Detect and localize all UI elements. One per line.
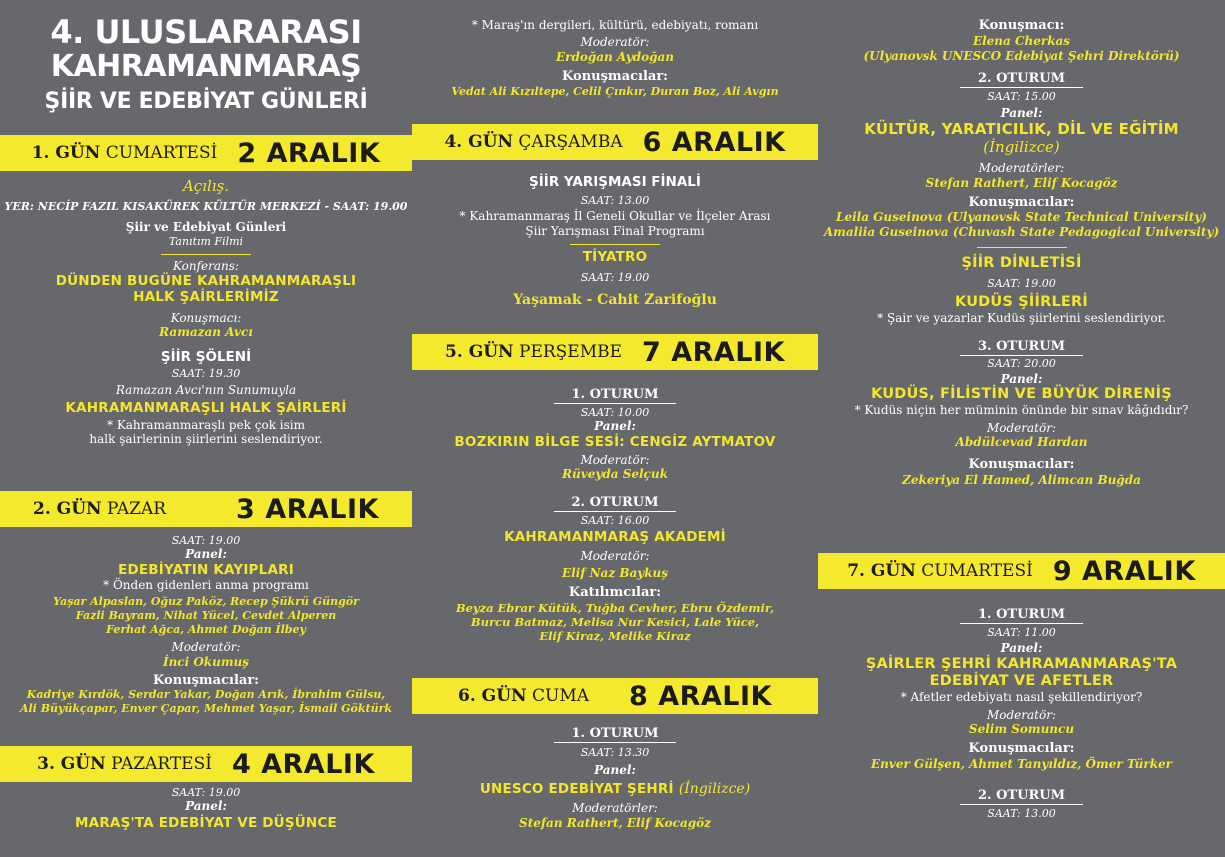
day5-session1-time: SAAT: 10.00 xyxy=(580,406,650,419)
day7-session1-time: SAAT: 11.00 xyxy=(987,626,1056,639)
theatre-time: SAAT: 19.00 xyxy=(580,271,650,285)
day2-date: 3 ARALIK xyxy=(236,493,379,525)
day2-note: * Önden gidenleri anma programı xyxy=(103,577,309,592)
day6-session2-mod: Stefan Rathert, Elif Kocagöz xyxy=(925,175,1118,190)
day6-session2-time: SAAT: 15.00 xyxy=(987,89,1056,103)
day6-session1-speaker-affiliation: (Ulyanovsk UNESCO Edebiyat Şehri Direktörü) xyxy=(863,48,1180,63)
title-line-1: 4. ULUSLARARASI xyxy=(50,13,362,51)
day1-content xyxy=(0,177,412,447)
day7-session1-label: 1. OTURUM xyxy=(960,607,1083,624)
day6-session1-title: UNESCO EDEBİYAT ŞEHRİ (İngilizce) xyxy=(479,780,751,797)
day2-label: 2. GÜN PAZAR xyxy=(33,499,167,519)
day3-content xyxy=(0,786,412,831)
day6-session3-speakers: Zekeriya El Hamed, Alimcan Buğda xyxy=(902,472,1141,487)
feast-subtitle: Ramazan Avcı'nın Sunumuyla xyxy=(115,383,297,398)
day6-session1-label: 1. OTURUM xyxy=(554,726,677,743)
day6-session3-panel-label: Panel: xyxy=(1000,371,1043,386)
day6-content-continued xyxy=(818,18,1225,488)
final-time: SAAT: 13.00 xyxy=(580,194,650,208)
day7-session2-time: SAAT: 13.00 xyxy=(987,806,1056,820)
day7-session1-title-2: EDEBİYAT VE AFETLER xyxy=(929,672,1114,689)
day4-banner xyxy=(412,124,818,160)
day6-session3-label: 3. OTURUM xyxy=(960,339,1083,356)
day6-session1-speaker-label: Konuşmacı: xyxy=(978,18,1065,33)
recital-note: * Şair ve yazarlar Kudüs şiirlerini seslendiriyor. xyxy=(877,311,1166,326)
day6-session3-note: * Kudüs niçin her müminin önünde bir sınav kâğıdıdır? xyxy=(854,403,1189,418)
day5-session1-mod-label: Moderatör: xyxy=(580,452,650,467)
divider xyxy=(977,247,1067,248)
divider xyxy=(161,254,251,255)
day5-session2-label: 2. OTURUM xyxy=(554,495,677,512)
day6-session1-lang: (İngilizce) xyxy=(678,780,751,797)
day3-mod-label: Moderatör: xyxy=(580,35,650,50)
festival-title xyxy=(0,13,412,114)
day5-participants-1: Beyza Ebrar Kütük, Tuğba Cevher, Ebru Özdemir, xyxy=(455,600,775,615)
day7-session1-note: * Afetler edebiyatı nasıl şekillendiriyor? xyxy=(900,690,1143,705)
day3-banner xyxy=(0,746,412,782)
day6-session3-time: SAAT: 20.00 xyxy=(987,356,1056,370)
conference-title-1: DÜNDEN BUGÜNE KAHRAMANMARAŞLI xyxy=(55,273,357,290)
day2-mod: İnci Okumuş xyxy=(162,654,250,669)
day3-date: 4 ARALIK xyxy=(231,748,375,780)
day5-session2-mod: Elif Naz Baykuş xyxy=(561,565,669,580)
day5-banner xyxy=(412,334,818,370)
day5-participants-label: Katılımcılar: xyxy=(568,584,662,600)
day2-speakers-2: Ali Büyükçapar, Enver Çapar, Mehmet Yaşar, İsmail Göktürk xyxy=(19,702,393,716)
day2-banner xyxy=(0,491,412,527)
day2-time: SAAT: 19.00 xyxy=(171,534,241,547)
speaker-label: Konuşmacı: xyxy=(170,310,242,325)
day2-mod-label: Moderatör: xyxy=(171,640,241,655)
day5-session1-panel-label: Panel: xyxy=(594,419,636,434)
day7-banner xyxy=(818,553,1225,589)
day6-session2-label: 2. OTURUM xyxy=(960,71,1083,88)
day6-banner xyxy=(412,678,818,714)
day6-content xyxy=(412,722,818,831)
day6-date: 8 ARALIK xyxy=(629,680,772,712)
final-note-1: * Kahramanmaraş İl Geneli Okullar ve İlçeler Arası xyxy=(459,209,771,224)
feast-title: ŞİİR ŞÖLENİ xyxy=(160,348,252,365)
day5-content xyxy=(412,383,818,644)
day3-panel-label: Panel: xyxy=(185,799,227,814)
day6-session1-panel-label: Panel: xyxy=(594,763,636,778)
day2-title: EDEBİYATIN KAYIPLARI xyxy=(118,561,294,578)
final-title: ŞİİR YARIŞMASI FİNALİ xyxy=(529,174,701,190)
day7-session1-mod-label: Moderatör: xyxy=(986,707,1056,722)
day1-banner xyxy=(0,135,412,171)
day6-session1-time: SAAT: 13.30 xyxy=(580,746,650,759)
title-line-3: ŞİİR VE EDEBİYAT GÜNLERİ xyxy=(44,89,368,114)
day2-names-2: Fazli Bayram, Nihat Yücel, Cevdet Alperen xyxy=(75,608,337,622)
day1-label: 1. GÜN CUMARTESİ xyxy=(31,143,218,163)
day2-names-3: Ferhat Ağca, Ahmet Doğan İlbey xyxy=(106,622,306,636)
conference-label: Konferans: xyxy=(173,258,239,273)
day5-label: 5. GÜN PERŞEMBE xyxy=(445,342,623,362)
day6-session2-speakers-label: Konuşmacılar: xyxy=(968,194,1075,210)
day6-session1-mod: Stefan Rathert, Elif Kocagöz xyxy=(519,815,711,830)
conference-title-2: HALK ŞAİRLERİMİZ xyxy=(133,289,279,306)
day6-session2-panel-label: Panel: xyxy=(1000,105,1043,120)
day7-session1-panel-label: Panel: xyxy=(1000,641,1043,656)
recital-title: ŞİİR DİNLETİSİ xyxy=(961,255,1082,272)
day5-session1-mod: Rüveyda Selçuk xyxy=(562,467,668,482)
day5-session2-mod-label: Moderatör: xyxy=(580,548,650,563)
opening: Açılış. xyxy=(182,177,230,195)
day2-names-1: Yaşar Alpaslan, Oğuz Paköz, Recep Şükrü Güngör xyxy=(53,595,359,609)
day3-title: MARAŞ'TA EDEBİYAT VE DÜŞÜNCE xyxy=(75,814,337,831)
day6-session2-speaker-1: Leila Guseinova (Ulyanovsk State Technical University) xyxy=(836,210,1207,225)
feast-note-1: * Kahramanmaraşlı pek çok isim xyxy=(107,417,305,432)
day2-speakers-1: Kadriye Kırdök, Serdar Yakar, Doğan Arık, İbrahim Gülsu, xyxy=(26,688,386,702)
day6-session3-speakers-label: Konuşmacılar: xyxy=(968,457,1075,473)
day6-session2-speaker-2: Amaliia Guseinova (Chuvash State Pedagogical University) xyxy=(823,225,1220,240)
day6-label: 6. GÜN CUMA xyxy=(458,686,590,706)
day3-note: * Maraş'ın dergileri, kültürü, edebiyatı, romanı xyxy=(471,18,759,32)
day2-content xyxy=(0,534,412,716)
day3-speakers-label: Konuşmacılar: xyxy=(562,68,668,84)
venue: YER: NECİP FAZIL KISAKÜREK KÜLTÜR MERKEZİ - SAAT: 19.00 xyxy=(4,200,408,213)
recital-name: KUDÜS ŞİİRLERİ xyxy=(955,293,1088,310)
day5-session2-title: KAHRAMANMARAŞ AKADEMİ xyxy=(504,529,726,546)
day5-participants-2: Burcu Batmaz, Melisa Nur Kesici, Lale Yüce, xyxy=(470,614,760,629)
day7-session1-mod: Selim Somuncu xyxy=(968,722,1075,737)
day7-content xyxy=(818,603,1225,820)
day7-session1-speakers-label: Konuşmacılar: xyxy=(968,741,1075,757)
theatre-title: TİYATRO xyxy=(582,249,648,266)
day6-session2-lang: (İngilizce) xyxy=(983,138,1060,157)
day6-session1-mod-label: Moderatörler: xyxy=(572,801,658,816)
divider xyxy=(570,244,660,245)
day3-speakers: Vedat Ali Kızıltepe, Celil Çınkır, Duran Boz, Ali Avgın xyxy=(451,85,779,99)
day3-content-continued xyxy=(412,18,818,99)
day6-session2-mod-label: Moderatörler: xyxy=(978,161,1065,176)
day7-session2-label: 2. OTURUM xyxy=(960,788,1083,805)
day2-speakers-label: Konuşmacılar: xyxy=(153,672,259,688)
day6-session2-title: KÜLTÜR, YARATICILIK, DİL VE EĞİTİM xyxy=(864,120,1179,139)
day5-participants-3: Elif Kiraz, Melike Kiraz xyxy=(539,629,691,644)
day5-session1-title: BOZKIRIN BİLGE SESİ: CENGİZ AYTMATOV xyxy=(454,433,776,450)
day4-date: 6 ARALIK xyxy=(642,126,786,158)
feast-note-2: halk şairlerinin şiirlerini seslendiriyor. xyxy=(89,432,323,447)
day7-date: 9 ARALIK xyxy=(1052,555,1196,587)
day7-session1-title-1: ŞAİRLER ŞEHRİ KAHRAMANMARAŞ'TA xyxy=(865,655,1178,672)
day2-panel-label: Panel: xyxy=(185,547,227,562)
feast-name: KAHRAMANMARAŞLI HALK ŞAİRLERİ xyxy=(65,399,347,416)
day5-session2-time: SAAT: 16.00 xyxy=(580,514,650,528)
day3-label: 3. GÜN PAZARTESİ xyxy=(37,754,212,774)
day6-session3-mod: Abdülcevad Hardan xyxy=(955,435,1088,450)
day6-session3-mod-label: Moderatör: xyxy=(986,420,1056,435)
day5-session1-label: 1. OTURUM xyxy=(554,387,677,404)
day4-content xyxy=(412,174,818,308)
final-note-2: Şiir Yarışması Final Programı xyxy=(525,223,705,238)
day4-label: 4. GÜN ÇARŞAMBA xyxy=(444,132,623,152)
day7-session1-speakers: Enver Gülşen, Ahmet Tanyıldız, Ömer Türker xyxy=(871,756,1172,771)
feast-time: SAAT: 19.30 xyxy=(171,367,241,381)
day7-label: 7. GÜN CUMARTESİ xyxy=(847,561,1033,581)
speaker-name: Ramazan Avcı xyxy=(159,324,253,339)
recital-time: SAAT: 19.00 xyxy=(987,276,1056,290)
day3-mod: Erdoğan Aydoğan xyxy=(555,49,674,64)
day5-date: 7 ARALIK xyxy=(642,336,785,368)
day6-session1-speaker: Elena Cherkas xyxy=(972,33,1071,48)
film-subtitle: Tanıtım Filmi xyxy=(168,234,244,248)
title-line-2: KAHRAMANMARAŞ xyxy=(50,49,362,84)
day3-time: SAAT: 19.00 xyxy=(171,786,241,799)
film-title: Şiir ve Edebiyat Günleri xyxy=(125,220,287,235)
play-title: Yaşamak - Cahit Zarifoğlu xyxy=(513,291,717,308)
day1-date: 2 ARALIK xyxy=(237,137,381,169)
day6-session3-title: KUDÜS, FİLİSTİN VE BÜYÜK DİRENİŞ xyxy=(871,386,1172,403)
